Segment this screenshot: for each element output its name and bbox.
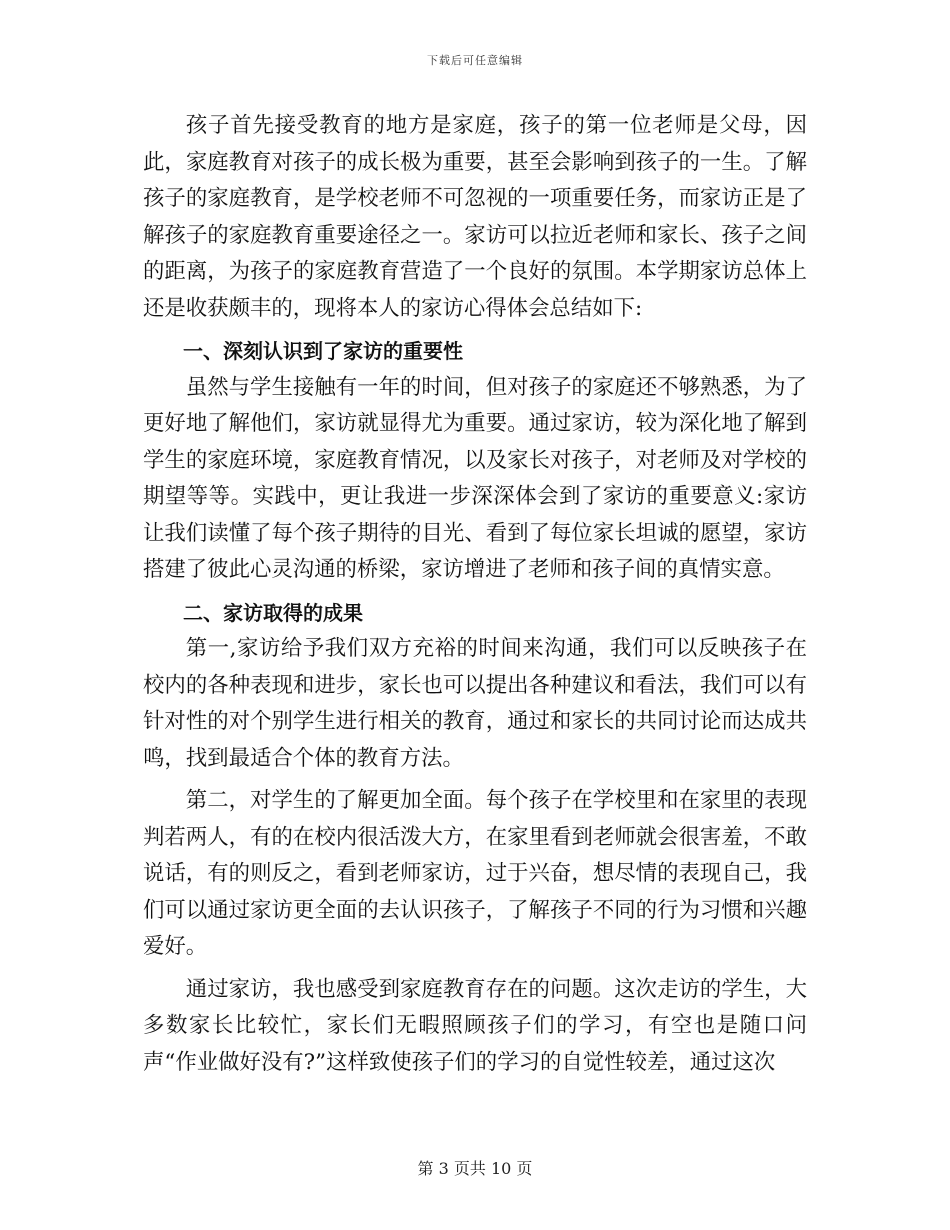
section-heading-importance: 一、深刻认识到了家访的重要性 bbox=[183, 339, 463, 363]
results-paragraph-second: 第二，对学生的了解更加全面。每个孩子在学校里和在家里的表现判若两人，有的在校内很活泼大方，在家里看到老师就会很害羞，不敢说话，有的则反之，看到老师家访，过于兴奋，想尽情的表现自己，我们可以通过家访更全面的去认识孩子，了解孩子不同的行为习惯和兴趣爱好。 bbox=[143, 788, 807, 959]
page-header: 下载后可任意编辑 bbox=[427, 54, 523, 67]
page-number: 第 3 页共 10 页 bbox=[417, 1159, 533, 1178]
section-heading-results: 二、家访取得的成果 bbox=[183, 600, 363, 625]
problems-paragraph: 通过家访，我也感受到家庭教育存在的问题。这次走访的学生，大多数家长比较忙，家长们无暇照顾孩子们的学习，有空也是随口问声“作业做好没有?”这样致使孩子们的学习的自觉性较差，通过这次 bbox=[143, 976, 807, 1075]
intro-paragraph: 孩子首先接受教育的地方是家庭，孩子的第一位老师是父母，因此，家庭教育对孩子的成长极为重要，甚至会影响到孩子的一生。了解孩子的家庭教育，是学校老师不可忽视的一项重要任务，而家访正是了解孩子的家庭教育重要途径之一。家访可以拉近老师和家长、孩子之间的距离，为孩子的家庭教育营造了一个良好的氛围。本学期家访总体上还是收获颇丰的，现将本人的家访心得体会总结如下: bbox=[143, 113, 807, 321]
importance-paragraph: 虽然与学生接触有一年的时间，但对孩子的家庭还不够熟悉，为了更好地了解他们，家访就显得尤为重要。通过家访，较为深化地了解到学生的家庭环境，家庭教育情况，以及家长对孩子，对老师及对学校的期望等等。实践中，更让我进一步深深体会到了家访的重要意义:家访让我们读懂了每个孩子期待的目光、看到了每位家长坦诚的愿望，家访搭建了彼此心灵沟通的桥梁，家访增进了老师和孩子间的真情实意。 bbox=[143, 374, 807, 582]
document-body bbox=[143, 108, 807, 1081]
results-paragraph-first: 第一,家访给予我们双方充裕的时间来沟通，我们可以反映孩子在校内的各种表现和进步，家长也可以提出各种建议和看法，我们可以有针对性的对个别学生进行相关的教育，通过和家长的共同讨论而达成共鸣，找到最适合个体的教育方法。 bbox=[143, 636, 807, 771]
